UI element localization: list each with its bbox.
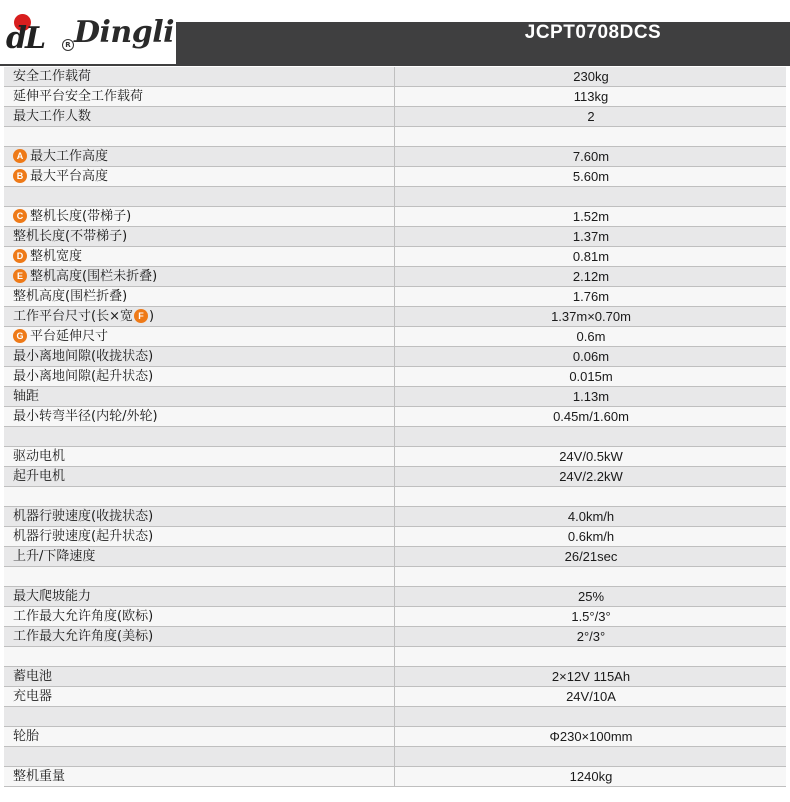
spec-row xyxy=(4,227,786,247)
spec-label xyxy=(4,187,395,207)
spec-label-text: 轴距 xyxy=(13,389,40,404)
spec-value: 0.45m/1.60m xyxy=(553,409,629,424)
spec-value: 2.12m xyxy=(572,269,610,284)
spec-label xyxy=(4,167,395,187)
spec-label-text: 整机重量 xyxy=(13,769,66,784)
dimension-marker-badge: E xyxy=(13,269,27,283)
spec-label xyxy=(4,687,395,707)
spec-row xyxy=(4,547,786,567)
spec-value: 0.6m xyxy=(576,329,606,344)
spec-label xyxy=(4,147,395,167)
spec-row-spacer xyxy=(4,427,786,447)
spec-row xyxy=(4,367,786,387)
spec-label xyxy=(4,587,395,607)
spec-row xyxy=(4,387,786,407)
spec-value: 1.37m xyxy=(572,229,610,244)
spec-row xyxy=(4,667,786,687)
spec-label-text: 工作最大允许角度(欧标) xyxy=(13,609,154,624)
spec-label-text: 工作平台尺寸(长×宽 xyxy=(13,309,133,324)
spec-value: 0.81m xyxy=(572,249,610,264)
spec-label xyxy=(4,127,395,147)
spec-value xyxy=(396,567,786,587)
spec-row xyxy=(4,327,786,347)
spec-value: 2°/3° xyxy=(576,629,606,644)
spec-value: 0.6km/h xyxy=(567,529,615,544)
spec-row xyxy=(4,467,786,487)
spec-label xyxy=(4,227,395,247)
spec-row xyxy=(4,607,786,627)
spec-value: 24V/0.5kW xyxy=(559,449,623,464)
spec-label xyxy=(4,107,395,127)
spec-label-text: 最小离地间隙(起升状态) xyxy=(13,369,154,384)
spec-label xyxy=(4,767,395,787)
spec-label xyxy=(4,367,395,387)
spec-value: 2×12V 115Ah xyxy=(551,669,631,684)
spec-label-text: 整机宽度 xyxy=(30,249,83,264)
spec-label xyxy=(4,547,395,567)
spec-value: 4.0km/h xyxy=(567,509,615,524)
spec-label xyxy=(4,727,395,747)
spec-row xyxy=(4,307,786,327)
spec-label-text: 整机长度(不带梯子) xyxy=(13,229,128,244)
spec-label xyxy=(4,287,395,307)
dingli-logo xyxy=(4,5,174,61)
spec-label xyxy=(4,667,395,687)
spec-label xyxy=(4,447,395,467)
spec-value: Φ230×100mm xyxy=(549,729,633,744)
spec-row-spacer xyxy=(4,127,786,147)
spec-value: 0.015m xyxy=(569,369,613,384)
spec-label-text: 延伸平台安全工作载荷 xyxy=(13,89,144,104)
spec-label-text: 整机高度(围栏折叠) xyxy=(13,289,128,304)
dimension-marker-badge: F xyxy=(134,309,148,323)
spec-row xyxy=(4,687,786,707)
registered-mark: R xyxy=(62,39,74,51)
spec-value: 1.76m xyxy=(572,289,610,304)
logo-mark-letters: dL xyxy=(6,21,45,56)
spec-label xyxy=(4,87,395,107)
spec-value: 24V/2.2kW xyxy=(559,469,623,484)
spec-value xyxy=(396,187,786,207)
spec-value: 230kg xyxy=(573,69,609,84)
spec-row xyxy=(4,247,786,267)
spec-row xyxy=(4,727,786,747)
spec-label-text: 起升电机 xyxy=(13,469,66,484)
spec-row-spacer xyxy=(4,487,786,507)
header-divider xyxy=(0,64,790,66)
spec-row-spacer xyxy=(4,187,786,207)
spec-label-text: 最大平台高度 xyxy=(30,169,109,184)
spec-row-spacer xyxy=(4,567,786,587)
spec-label xyxy=(4,247,395,267)
spec-value: 7.60m xyxy=(572,149,610,164)
spec-row xyxy=(4,67,786,87)
spec-label xyxy=(4,707,395,727)
spec-label xyxy=(4,207,395,227)
spec-value xyxy=(396,487,786,507)
spec-value: 26/21sec xyxy=(564,549,618,564)
spec-value: 1240kg xyxy=(569,769,613,784)
spec-row xyxy=(4,87,786,107)
spec-label xyxy=(4,627,395,647)
spec-row xyxy=(4,767,786,787)
spec-label-text: 充电器 xyxy=(13,689,53,704)
spec-value: 1.37m×0.70m xyxy=(551,309,631,324)
spec-row xyxy=(4,407,786,427)
spec-label-text: 机器行驶速度(起升状态) xyxy=(13,529,154,544)
spec-label-text: 整机长度(带梯子) xyxy=(30,209,132,224)
model-name: JCPT0708DCS xyxy=(524,22,662,43)
spec-label xyxy=(4,307,395,327)
spec-label-text: 最大工作人数 xyxy=(13,109,92,124)
spec-value: 1.52m xyxy=(572,209,610,224)
spec-label xyxy=(4,407,395,427)
spec-value: 2 xyxy=(587,109,595,124)
spec-label xyxy=(4,327,395,347)
spec-label xyxy=(4,747,395,767)
spec-value: 0.06m xyxy=(572,349,610,364)
dimension-marker-badge: B xyxy=(13,169,27,183)
spec-label-text: 轮胎 xyxy=(13,729,40,744)
spec-row xyxy=(4,347,786,367)
spec-label xyxy=(4,267,395,287)
spec-label xyxy=(4,487,395,507)
dimension-marker-badge: C xyxy=(13,209,27,223)
spec-row-spacer xyxy=(4,747,786,767)
spec-table xyxy=(4,67,786,787)
spec-label xyxy=(4,67,395,87)
spec-row-spacer xyxy=(4,707,786,727)
dimension-marker-badge: A xyxy=(13,149,27,163)
spec-label-text: 机器行驶速度(收拢状态) xyxy=(13,509,154,524)
spec-value xyxy=(396,707,786,727)
spec-label xyxy=(4,387,395,407)
spec-value: 25% xyxy=(577,589,605,604)
spec-row xyxy=(4,587,786,607)
spec-row xyxy=(4,447,786,467)
dimension-marker-badge: D xyxy=(13,249,27,263)
spec-row xyxy=(4,287,786,307)
spec-row xyxy=(4,527,786,547)
spec-label xyxy=(4,567,395,587)
spec-label xyxy=(4,647,395,667)
spec-row xyxy=(4,147,786,167)
logo-mark xyxy=(4,5,70,61)
spec-label xyxy=(4,467,395,487)
spec-label xyxy=(4,607,395,627)
spec-value: 24V/10A xyxy=(566,689,616,704)
dimension-marker-badge: G xyxy=(13,329,27,343)
spec-label-text: 上升/下降速度 xyxy=(13,549,96,564)
spec-label-text: 平台延伸尺寸 xyxy=(30,329,109,344)
spec-label xyxy=(4,347,395,367)
brand-name: Dingli xyxy=(74,15,174,50)
spec-value xyxy=(396,127,786,147)
spec-row-spacer xyxy=(4,647,786,667)
spec-row xyxy=(4,627,786,647)
spec-label-text: 安全工作载荷 xyxy=(13,69,92,84)
spec-value xyxy=(396,747,786,767)
spec-value: 113kg xyxy=(573,89,609,104)
spec-value xyxy=(396,427,786,447)
spec-label xyxy=(4,527,395,547)
spec-row xyxy=(4,267,786,287)
spec-label-text: 工作最大允许角度(美标) xyxy=(13,629,154,644)
spec-label-text: 最大爬坡能力 xyxy=(13,589,92,604)
spec-row xyxy=(4,507,786,527)
spec-label-text: 最小离地间隙(收拢状态) xyxy=(13,349,154,364)
spec-label-suffix: ) xyxy=(148,309,155,324)
model-header-bar xyxy=(176,22,790,64)
spec-label-text: 整机高度(围栏未折叠) xyxy=(30,269,158,284)
spec-label xyxy=(4,427,395,447)
spec-label-text: 最大工作高度 xyxy=(30,149,109,164)
spec-value: 1.5°/3° xyxy=(571,609,611,624)
header xyxy=(0,0,790,64)
spec-value: 5.60m xyxy=(572,169,610,184)
spec-label-text: 蓄电池 xyxy=(13,669,53,684)
spec-row xyxy=(4,107,786,127)
spec-label xyxy=(4,507,395,527)
spec-row xyxy=(4,207,786,227)
spec-value xyxy=(396,647,786,667)
spec-label-text: 最小转弯半径(内轮/外轮) xyxy=(13,409,158,424)
spec-value: 1.13m xyxy=(572,389,610,404)
spec-row xyxy=(4,167,786,187)
spec-label-text: 驱动电机 xyxy=(13,449,66,464)
